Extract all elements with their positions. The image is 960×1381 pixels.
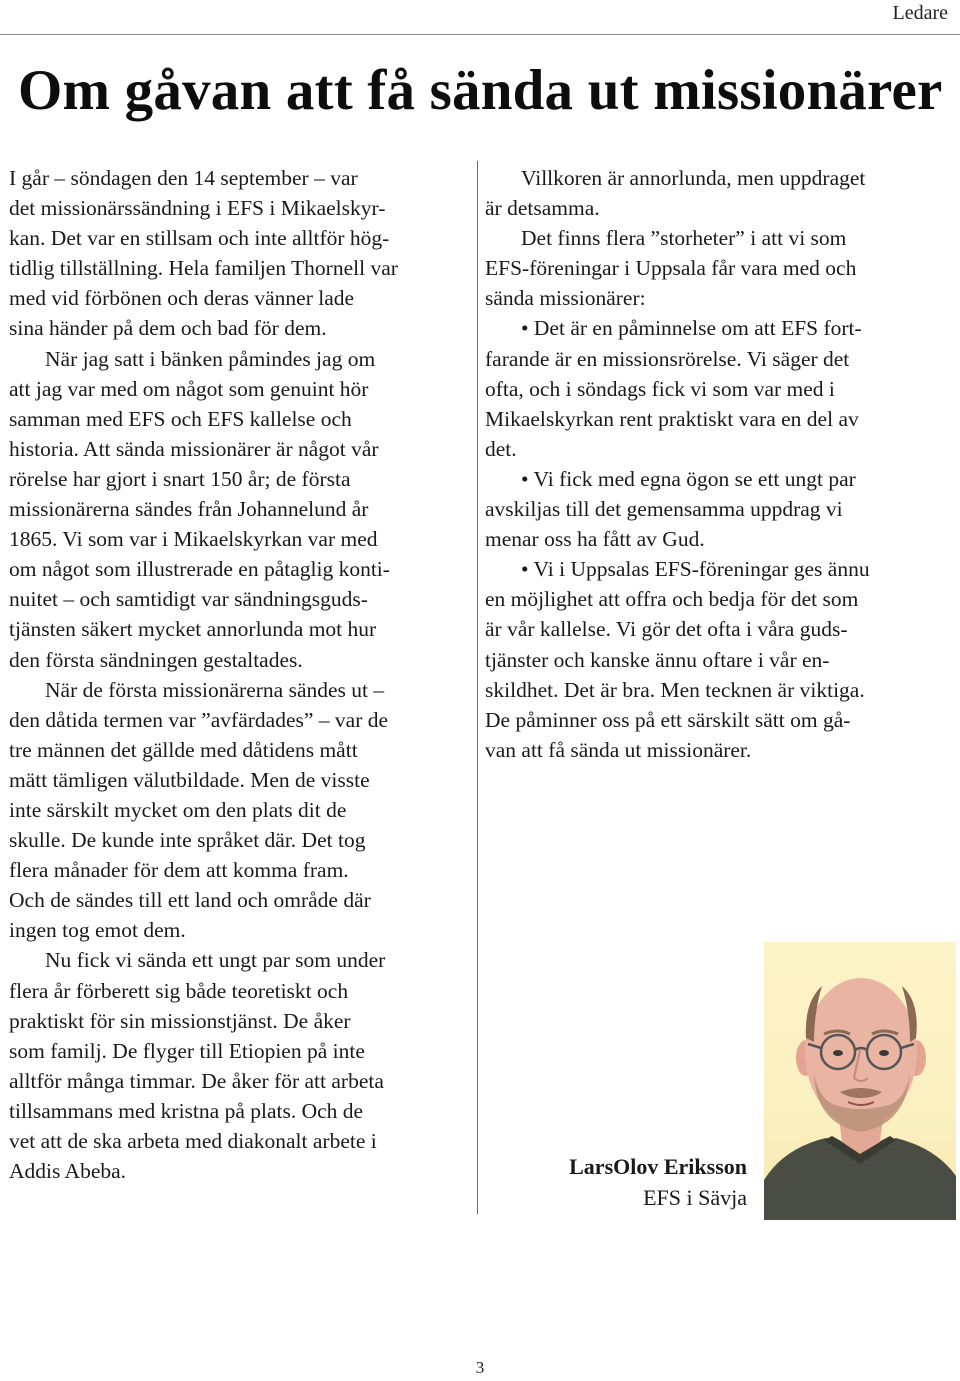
- text-line: När jag satt i bänken påmindes jag om: [45, 346, 376, 371]
- text-line: flera år förberett sig både teoretiskt och: [9, 978, 349, 1003]
- text-line: • Det är en påminnelse om att EFS fort-: [521, 316, 862, 341]
- text-line: vet att de ska arbeta med diakonalt arbete i: [9, 1129, 377, 1153]
- text-line: flera månader för dem att komma fram.: [9, 858, 349, 883]
- text-line: att jag var med om något som genuint hör: [9, 376, 369, 401]
- text-line: I går – söndagen den 14 september – var: [9, 166, 358, 190]
- author-name: LarsOlov Eriksson: [569, 1154, 747, 1179]
- text-line: tjänsten säkert mycket annorlunda mot hur: [9, 617, 377, 642]
- text-line: är vår kallelse. Vi gör det ofta i våra guds-: [485, 617, 848, 642]
- paragraph: [485, 313, 950, 463]
- text-line: historia. Att sända missionärer är något vår: [9, 436, 379, 461]
- text-line: menar oss ha fått av Gud.: [485, 527, 705, 552]
- article-title: Om gåvan att få sända ut missionärer: [18, 59, 943, 122]
- text-line: missionärerna sändes från Johannelund år: [9, 497, 369, 522]
- section-label: Ledare: [892, 2, 948, 24]
- text-line: kan. Det var en stillsam och inte alltför hög-: [9, 226, 390, 251]
- text-line: det missionärssändning i EFS i Mikaelskyr-: [9, 196, 386, 221]
- text-line: tjänster och kanske ännu oftare i vår en-: [485, 647, 830, 672]
- text-line: tidlig tillställning. Hela familjen Thornell var: [9, 256, 398, 281]
- text-line: skulle. De kunde inte språket där. Det tog: [9, 828, 366, 853]
- text-line: det.: [485, 436, 517, 461]
- text-line: Villkoren är annorlunda, men uppdraget: [521, 166, 866, 190]
- left-column: [9, 163, 469, 1186]
- page-number: 3: [475, 1358, 485, 1377]
- paragraph: [9, 945, 469, 1186]
- text-line: tre männen det gällde med dåtidens mått: [9, 737, 358, 762]
- text-line: När de första missionärerna sändes ut –: [45, 677, 385, 702]
- text-line: Mikaelskyrkan rent praktiskt vara en del av: [485, 406, 859, 431]
- text-line: alltför många timmar. De åker för att arbeta: [9, 1068, 384, 1093]
- text-line: skildhet. Det är bra. Men tecknen är viktiga.: [485, 677, 865, 702]
- text-line: nuitet – och samtidigt var sändningsguds-: [9, 587, 368, 612]
- text-line: om något som illustrerade en påtaglig konti-: [9, 557, 390, 582]
- text-line: avskiljas till det gemensamma uppdrag vi: [485, 497, 843, 522]
- text-line: inte särskilt mycket om den plats dit de: [9, 797, 347, 822]
- text-line: Addis Abeba.: [9, 1159, 127, 1184]
- text-line: praktiskt för sin missionstjänst. De åker: [9, 1008, 351, 1033]
- right-column: [485, 163, 950, 765]
- text-line: rörelse har gjort i snart 150 år; de första: [9, 466, 351, 491]
- text-line: De påminner oss på ett särskilt sätt om gå-: [485, 707, 851, 732]
- text-line: ofta, och i söndags fick vi som var med i: [485, 376, 835, 401]
- text-line: är detsamma.: [485, 196, 600, 221]
- paragraph: [485, 554, 950, 765]
- paragraph: [485, 163, 950, 223]
- paragraph: [9, 163, 469, 344]
- text-line: samman med EFS och EFS kallelse och: [9, 406, 352, 431]
- text-line: tillsammans med kristna på plats. Och de: [9, 1098, 364, 1123]
- text-line: ingen tog emot dem.: [9, 918, 186, 943]
- text-line: Och de sändes till ett land och område där: [9, 888, 371, 913]
- author-signature: [569, 1151, 747, 1213]
- author-photo: [764, 942, 956, 1220]
- text-line: EFS-föreningar i Uppsala får vara med och: [485, 256, 857, 281]
- text-line: • Vi i Uppsalas EFS-föreningar ges ännu: [521, 557, 870, 582]
- paragraph: [485, 223, 950, 313]
- text-line: • Vi fick med egna ögon se ett ungt par: [521, 466, 856, 491]
- text-line: en möjlighet att offra och bedja för det som: [485, 587, 859, 612]
- text-line: 1865. Vi som var i Mikaelskyrkan var med: [9, 527, 378, 552]
- author-organization: EFS i Sävja: [643, 1185, 747, 1210]
- header-divider: [0, 34, 960, 35]
- text-line: den dåtida termen var ”avfärdades” – var de: [9, 707, 389, 732]
- column-divider: [477, 161, 478, 1214]
- paragraph: [485, 464, 950, 554]
- text-line: som familj. De flyger till Etiopien på inte: [9, 1038, 365, 1063]
- paragraph: [9, 344, 469, 675]
- text-line: van att få sända ut missionärer.: [485, 737, 752, 762]
- text-line: sända missionärer:: [485, 286, 646, 311]
- text-line: sina händer på dem och bad för dem.: [9, 316, 327, 341]
- text-line: farande är en missionsrörelse. Vi säger det: [485, 346, 850, 371]
- text-line: den första sändningen gestaltades.: [9, 647, 303, 672]
- text-line: med vid förbönen och deras vänner lade: [9, 286, 355, 311]
- text-line: Nu fick vi sända ett ungt par som under: [45, 948, 386, 973]
- text-line: Det finns flera ”storheter” i att vi som: [521, 226, 847, 251]
- text-line: mätt tämligen välutbildade. Men de visste: [9, 767, 370, 792]
- paragraph: [9, 675, 469, 946]
